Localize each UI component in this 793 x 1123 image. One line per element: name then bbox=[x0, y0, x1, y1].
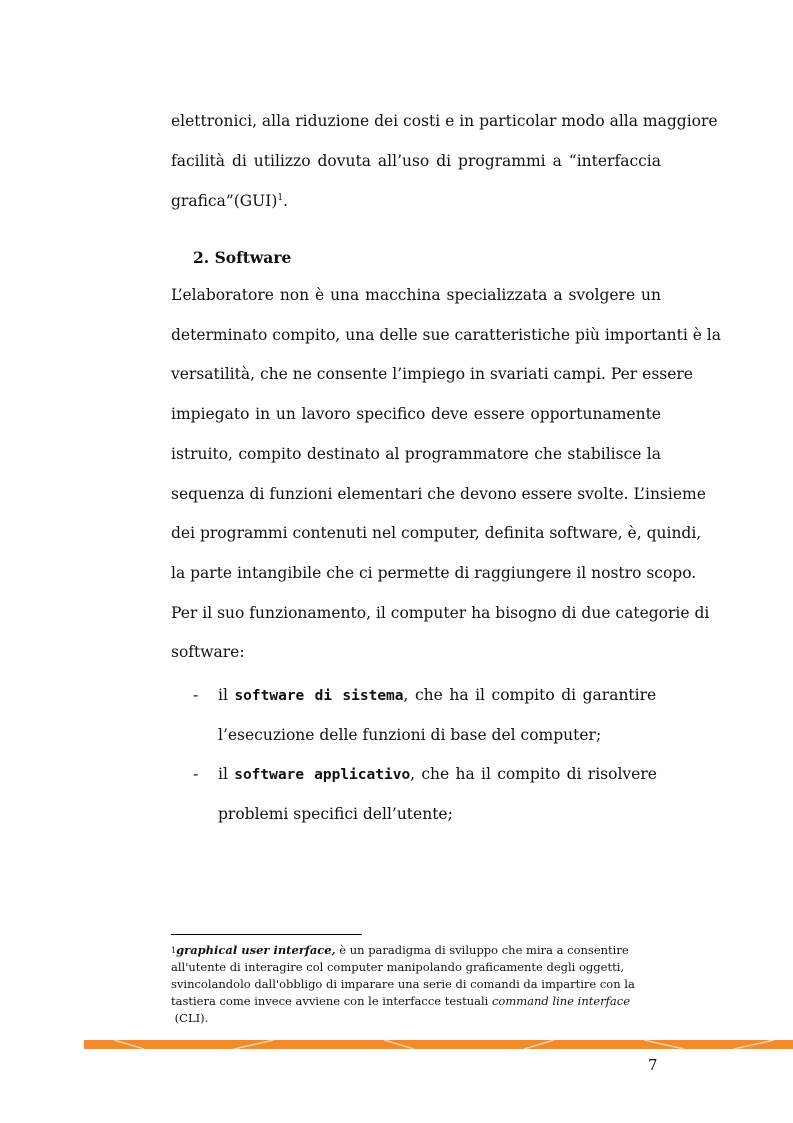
page-number: 7 bbox=[648, 1056, 658, 1074]
body-line: L’elaboratore non è una macchina specializzata a svolgere un bbox=[171, 286, 661, 304]
bullet-2-pre: il bbox=[218, 765, 228, 783]
footnote-separator bbox=[171, 934, 362, 935]
footnote-text-1: è un paradigma di sviluppo che mira a consentire bbox=[335, 943, 629, 957]
bullet-1-post: , che ha il compito di garantire bbox=[403, 686, 657, 704]
intro-text-3b: . bbox=[283, 192, 289, 210]
footnote-line-3: svincolandolo dall'obbligo di imparare una serie di comandi da impartire con la bbox=[171, 977, 635, 991]
bullet-1-bold: software di sistema bbox=[234, 688, 404, 704]
intro-text-3a: grafica”(GUI) bbox=[171, 192, 278, 210]
body-line: impiegato in un lavoro specifico deve essere opportunamente bbox=[171, 405, 661, 424]
body-line: istruito, compito destinato al programmatore che stabilisce la bbox=[171, 444, 661, 463]
body-line: sequenza di funzioni elementari che devono essere svolte. L’insieme bbox=[171, 484, 706, 503]
intro-text-1: elettronici, alla riduzione dei costi e in particolar modo alla maggiore bbox=[171, 112, 718, 130]
bullet-1-line-1 bbox=[218, 686, 661, 704]
body-line: determinato compito, una delle sue caratteristiche più importanti è la bbox=[171, 325, 722, 344]
footnote-text-4b: (CLI). bbox=[171, 1011, 209, 1025]
bullet-1-line-2: l’esecuzione delle funzioni di base del computer; bbox=[218, 726, 602, 744]
bullet-dash-1: - bbox=[193, 686, 199, 704]
section-heading: 2. Software bbox=[193, 248, 292, 267]
footnote-mark: 1 bbox=[171, 946, 177, 955]
intro-line-2 bbox=[171, 152, 661, 192]
footnote-ref[interactable]: 1 bbox=[277, 192, 284, 203]
bullet-dash-2: - bbox=[193, 765, 199, 783]
intro-line-1 bbox=[171, 112, 718, 152]
bullet-1-pre: il bbox=[218, 686, 228, 704]
bullet-2-bold: software applicativo bbox=[234, 767, 411, 783]
footnote-term: graphical user interface, bbox=[176, 943, 336, 957]
body-line: versatilità, che ne consente l’impiego in svariati campi. Per essere bbox=[171, 365, 693, 384]
body-line: dei programmi contenuti nel computer, definita software, è, quindi, bbox=[171, 524, 702, 543]
intro-text-2: facilità di utilizzo dovuta all’uso di programmi a “interfaccia bbox=[171, 152, 661, 170]
body-line-last: software: bbox=[171, 643, 245, 662]
footer-band bbox=[84, 1040, 793, 1049]
footnote-line-2: all'utente di interagire col computer manipolando graficamente degli oggetti, bbox=[171, 960, 625, 974]
body-line: la parte intangibile che ci permette di raggiungere il nostro scopo. bbox=[171, 563, 697, 582]
footnote-line-4 bbox=[171, 993, 661, 1027]
bullet-2-line-1 bbox=[218, 765, 661, 783]
bullet-2-post: , che ha il compito di risolvere bbox=[410, 765, 657, 783]
body-line: Per il suo funzionamento, il computer ha bisogno di due categorie di bbox=[171, 603, 710, 622]
footnote-text-4-italic: command line interface bbox=[491, 994, 631, 1008]
footnote-line-1 bbox=[171, 942, 661, 959]
intro-line-3 bbox=[171, 192, 661, 232]
bullet-2-line-2: problemi specifici dell’utente; bbox=[218, 805, 453, 823]
footnote bbox=[171, 942, 661, 1027]
footnote-text-4a: tastiera come invece avviene con le interfacce testuali bbox=[171, 994, 492, 1008]
